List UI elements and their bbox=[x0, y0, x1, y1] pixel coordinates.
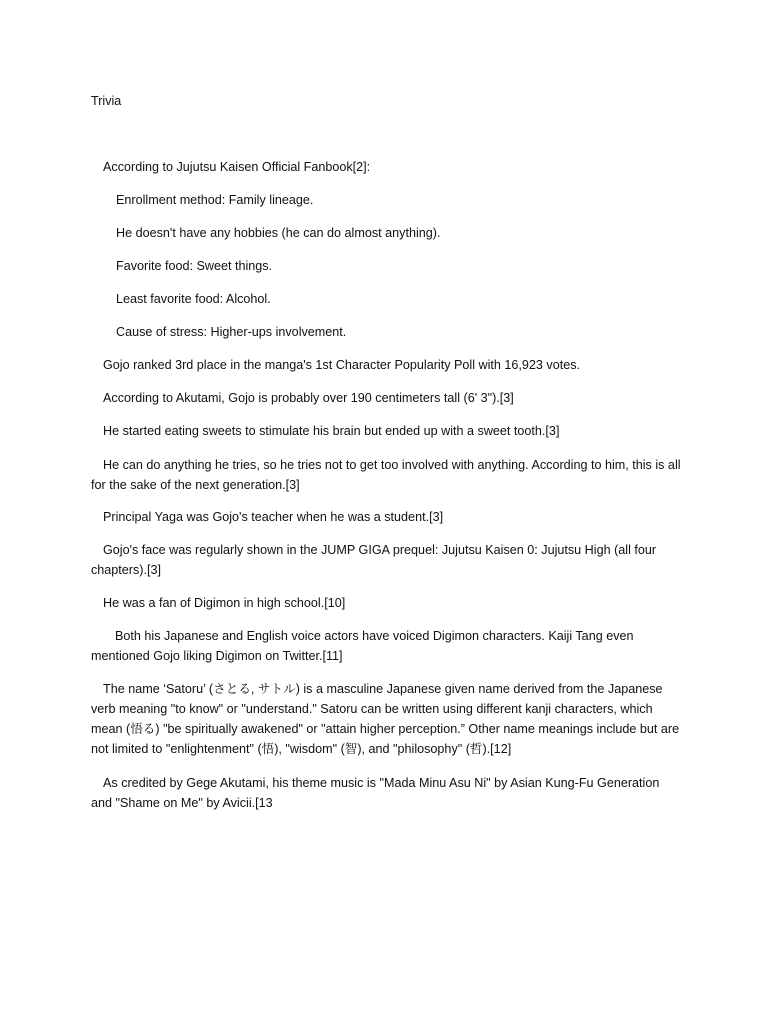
fact-name-meaning: The name ‘Satoru’ (さとる, サトル) is a masculine Japanese given name derived from the Japanese verb meaning "to know" or "understand." Satoru can be written using different kanji characters, which mean (悟る) "be spiritually awakened" or "attain higher perception.” Other name meanings include but are not limited to "enlightenment" (悟), "wisdom" (智), and "philosophy" (哲).[12] bbox=[91, 682, 680, 756]
fanbook-item-enrollment: Enrollment method: Family lineage. bbox=[116, 193, 314, 207]
fanbook-intro: According to Jujutsu Kaisen Official Fanbook[2]: bbox=[103, 160, 371, 174]
fact-next-generation: He can do anything he tries, so he tries not to get too involved with anything. According to him, this is all for the sake of the next generation.[3] bbox=[91, 458, 681, 492]
fanbook-item-stress: Cause of stress: Higher-ups involvement. bbox=[116, 325, 347, 339]
fact-popularity-poll: Gojo ranked 3rd place in the manga's 1st Character Popularity Poll with 16,923 votes. bbox=[103, 358, 581, 372]
fanbook-item-favorite-food: Favorite food: Sweet things. bbox=[116, 259, 273, 273]
fact-sweets: He started eating sweets to stimulate his brain but ended up with a sweet tooth.[3] bbox=[103, 424, 560, 438]
fact-digimon-fan: He was a fan of Digimon in high school.[10] bbox=[103, 596, 346, 610]
fact-theme-music: As credited by Gege Akutami, his theme music is "Mada Minu Asu Ni" by Asian Kung-Fu Generation and "Shame on Me" by Avicii.[13 bbox=[91, 776, 660, 810]
fact-principal-yaga: Principal Yaga was Gojo's teacher when he was a student.[3] bbox=[103, 510, 444, 524]
fact-voice-actors: Both his Japanese and English voice actors have voiced Digimon characters. Kaiji Tang even mentioned Gojo liking Digimon on Twitter.[11] bbox=[91, 629, 634, 663]
fact-height: According to Akutami, Gojo is probably over 190 centimeters tall (6' 3").[3] bbox=[103, 391, 514, 405]
fanbook-item-least-favorite-food: Least favorite food: Alcohol. bbox=[116, 292, 271, 306]
section-heading: Trivia bbox=[91, 94, 122, 108]
fact-jump-giga: Gojo's face was regularly shown in the JUMP GIGA prequel: Jujutsu Kaisen 0: Jujutsu High (all four chapters).[3] bbox=[91, 543, 657, 577]
fanbook-item-hobbies: He doesn't have any hobbies (he can do almost anything). bbox=[116, 226, 441, 240]
